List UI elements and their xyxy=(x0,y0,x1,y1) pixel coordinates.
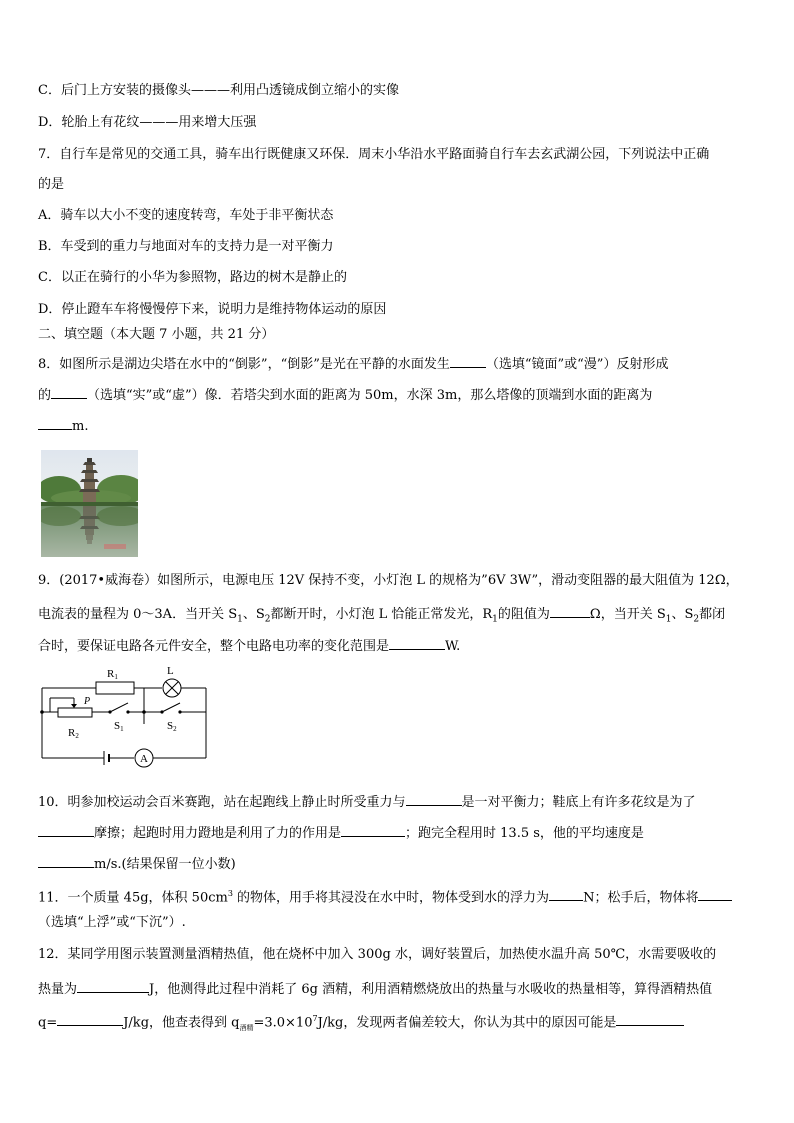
superscript: 3 xyxy=(227,889,233,898)
q10-line3 xyxy=(38,854,236,873)
q12-line2 xyxy=(38,979,712,998)
q10-text-1b: 是一对平衡力；鞋底上有许多花纹是为了 xyxy=(461,795,696,810)
q10-text-2b: ；跑完全程用时 13.5 s，他的平均速度是 xyxy=(405,826,644,841)
answer-blank[interactable] xyxy=(38,823,94,837)
q12-text-1: 12．某同学用图示装置测量酒精热值，他在烧杯中加入 300g 水，调好装置后，加热使水温升高 50℃，水需要吸收的 xyxy=(38,947,717,962)
section-heading xyxy=(38,327,274,343)
superscript: 7 xyxy=(312,1014,318,1023)
r2-label: R2 xyxy=(68,727,79,740)
answer-blank[interactable] xyxy=(406,792,462,806)
answer-blank[interactable] xyxy=(450,354,486,368)
q7-option-a-text: A．骑车以大小不变的速度转弯，车处于非平衡状态 xyxy=(38,208,334,223)
answer-blank[interactable] xyxy=(389,636,445,650)
q10-text-3: m/s.(结果保留一位小数) xyxy=(94,857,236,872)
q8-text-a: 8．如图所示是湖边尖塔在水中的“倒影”，“倒影”是光在平静的水面发生 xyxy=(38,357,450,372)
slider-label: P xyxy=(84,696,91,707)
q7-option-d xyxy=(38,302,386,318)
q7-option-c-text: C．以正在骑行的小华为参照物，路边的树木是静止的 xyxy=(38,270,347,285)
q9-text-1: 9．(2017•威海卷）如图所示，电源电压 12V 保持不变，小灯泡 L 的规格为”6V 3W”，滑动变阻器的最大阻值为 12Ω， xyxy=(38,573,739,588)
q11-line2 xyxy=(38,915,186,931)
q9-text-2b: 、S xyxy=(242,607,265,622)
section-heading-text: 二、填空题（本大题 7 小题，共 21 分） xyxy=(38,327,275,342)
q12-text-3d: J/kg，发现两者偏差较大，你认为其中的原因可能是 xyxy=(317,1015,617,1031)
ammeter-label: A xyxy=(140,753,148,765)
subscript: 1 xyxy=(492,614,498,625)
q7-stem-line1 xyxy=(38,147,709,163)
lamp-label: L xyxy=(167,665,174,677)
q12-text-2a: 热量为 xyxy=(38,982,78,997)
q12-text-3a: q= xyxy=(38,1015,58,1031)
q7-stem-line2 xyxy=(38,177,64,193)
s2-label: S2 xyxy=(167,720,177,733)
q12-line3 xyxy=(38,1011,684,1036)
q8-text-e: m. xyxy=(72,419,89,434)
q7-option-a xyxy=(38,208,333,224)
answer-blank[interactable] xyxy=(57,1012,123,1026)
q10-text-2a: 摩擦；起跑时用力蹬地是利用了力的作用是 xyxy=(94,826,342,841)
q9-text-2g: 都闭 xyxy=(699,607,726,622)
q8-text-d: （选填“实”或“虚”）像．若塔尖到水面的距离为 50m，水深 3m，那么塔像的顶端到水面的距离为 xyxy=(87,388,653,403)
subscript: 2 xyxy=(264,614,271,625)
answer-blank[interactable] xyxy=(51,385,87,399)
q7-option-b-text: B．车受到的重力与地面对车的支持力是一对平衡力 xyxy=(38,239,334,254)
q7-option-d-text: D．停止蹬车车将慢慢停下来，说明力是维持物体运动的原因 xyxy=(38,302,387,317)
q10-line1 xyxy=(38,792,696,811)
q6-option-d xyxy=(38,115,256,131)
q11-line1 xyxy=(38,886,732,906)
q12-text-3c: =3.0×10 xyxy=(253,1015,313,1031)
q10-line2 xyxy=(38,823,644,842)
q8-text-b: （选填“镜面”或“漫”）反射形成 xyxy=(485,357,669,372)
q8-line3 xyxy=(38,416,88,435)
answer-blank[interactable] xyxy=(616,1012,684,1026)
q11-text-1a: 11．一个质量 45g，体积 50cm xyxy=(38,890,228,906)
q6-option-d-text: D．轮胎上有花纹———用来增大压强 xyxy=(38,115,257,130)
q10-text-1a: 10．明参加校运动会百米赛跑，站在起跑线上静止时所受重力与 xyxy=(38,795,406,810)
q9-line2 xyxy=(38,604,725,628)
answer-blank[interactable] xyxy=(550,604,590,618)
q9-text-2c: 都断开时，小灯泡 L 恰能正常发光，R xyxy=(270,607,493,622)
q8-line2 xyxy=(38,385,652,404)
q9-line1 xyxy=(38,573,739,589)
q9-text-3a: 合时，要保证电路各元件安全，整个电路电功率的变化范围是 xyxy=(38,639,390,654)
subscript: 1 xyxy=(237,614,243,625)
tower-reflection-photo xyxy=(41,450,138,557)
q9-line3 xyxy=(38,636,460,655)
subscript: 1 xyxy=(665,614,672,625)
q7-option-c xyxy=(38,270,347,286)
answer-blank[interactable] xyxy=(698,887,732,901)
q7-stem-text2: 的是 xyxy=(38,177,65,192)
q9-text-3b: W. xyxy=(445,639,461,654)
q12-line1 xyxy=(38,947,716,963)
r1-label: R1 xyxy=(107,668,118,681)
q9-text-2a: 电流表的量程为 0～3A．当开关 S xyxy=(38,607,238,622)
q6-option-c xyxy=(38,83,399,99)
q11-text-1b: 的物体，用手将其浸没在水中时，物体受到水的浮力为 xyxy=(232,890,550,906)
q7-stem-text1: 7．自行车是常见的交通工具，骑车出行既健康又环保．周末小华沿水平路面骑自行车去玄武湖公园，下列说法中正确 xyxy=(38,147,710,162)
q11-text-2: （选填“上浮”或“下沉”）. xyxy=(38,915,186,930)
answer-blank[interactable] xyxy=(549,887,583,901)
circuit-diagram xyxy=(36,663,212,775)
answer-blank[interactable] xyxy=(38,416,72,430)
q12-text-3b: J/kg，他查表得到 q xyxy=(123,1015,240,1031)
subscript: 2 xyxy=(693,614,700,625)
answer-blank[interactable] xyxy=(341,823,405,837)
q9-text-2e: Ω，当开关 S xyxy=(589,607,666,622)
q8-text-c: 的 xyxy=(38,388,52,403)
q6-option-c-text: C．后门上方安装的摄像头———利用凸透镜成倒立缩小的实像 xyxy=(38,83,399,98)
s1-label: S1 xyxy=(114,720,124,733)
q9-text-2d: 的阻值为 xyxy=(497,607,550,622)
q12-text-2b: J，他测得此过程中消耗了 6g 酒精，利用酒精燃烧放出的热量与水吸收的热量相等，算得酒精热值 xyxy=(149,982,713,997)
q8-line1 xyxy=(38,354,668,373)
q9-text-2f: 、S xyxy=(671,607,694,622)
subscript: 酒精 xyxy=(239,1023,254,1032)
answer-blank[interactable] xyxy=(38,854,94,868)
q7-option-b xyxy=(38,239,334,255)
q11-text-1c: N；松手后，物体将 xyxy=(583,890,699,906)
answer-blank[interactable] xyxy=(77,979,149,993)
